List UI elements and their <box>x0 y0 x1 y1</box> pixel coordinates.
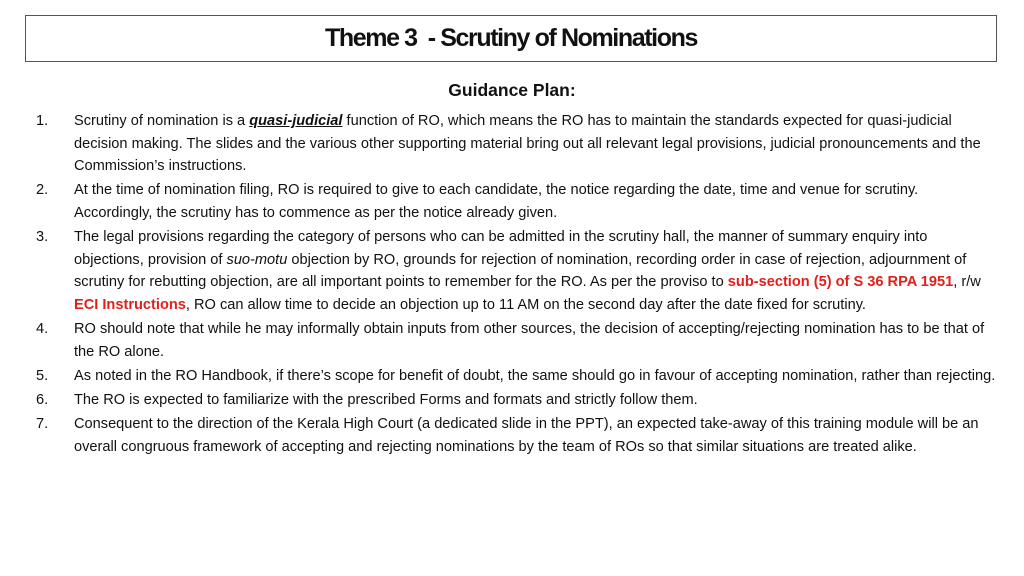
list-number: 1. <box>36 113 49 129</box>
slide-title: Theme 3 - Scrutiny of Nominations <box>325 24 697 52</box>
eci-instructions-reference: ECI Instructions <box>74 296 186 313</box>
item-text: RO should note that while he may informally obtain inputs from other sources, the decision of accepting/rejecting nomination has to be that of the RO alone. <box>74 321 985 360</box>
item-text: The RO is expected to familiarize with the prescribed Forms and formats and strictly follow them. <box>74 392 698 409</box>
guidance-list <box>36 110 996 460</box>
item-text: Consequent to the direction of the Kerala High Court (a dedicated slide in the PPT), an expected take-away of this training module will be an overall congruous framework of accepting and rejecting nominations by the team of ROs so that similar situations are treated alike. <box>74 416 979 455</box>
item-text: At the time of nomination filing, RO is required to give to each candidate, the notice regarding the date, time and venue for scrutiny. Accordingly, the scrutiny has to commence as per the notice already given. <box>74 182 919 221</box>
suo-motu-emphasis: suo-motu <box>226 251 288 268</box>
list-number: 7. <box>36 416 49 433</box>
list-item-1 <box>36 110 996 178</box>
list-item-3 <box>36 226 996 316</box>
list-item-5 <box>36 365 996 388</box>
list-item-4 <box>36 318 996 363</box>
item-text: , RO can allow time to decide an objection up to 11 AM on the second day after the date fixed for scrutiny. <box>185 296 866 313</box>
item-text: As noted in the RO Handbook, if there’s scope for benefit of doubt, the same should go in favour of accepting nomination, rather than rejecting. <box>74 367 996 384</box>
guidance-plan-heading: Guidance Plan: <box>448 80 576 100</box>
item-text: Scrutiny of nomination is a <box>74 113 250 129</box>
list-item-7 <box>36 413 996 458</box>
list-item-6 <box>36 389 996 412</box>
quasi-judicial-emphasis: quasi-judicial <box>249 113 343 129</box>
item-text: objection by RO, grounds for rejection of nomination, recording order in case of rejection, adjournment of scrutiny for rebutting objection, are all important points to remember for the RO. As per the proviso to <box>74 251 967 291</box>
item-text: , r/w <box>953 274 981 291</box>
list-number: 3. <box>36 229 49 246</box>
item-text: The legal provisions regarding the category of persons who can be admitted in the scrutiny hall, the manner of summary enquiry into objections, provision of <box>74 229 928 268</box>
rpa-section-reference: sub-section (5) of S 36 RPA 1951 <box>727 274 954 291</box>
item-text: function of RO, which means the RO has to maintain the standards expected for quasi-judicial decision making. The slides and the various other supporting material bring out all relevant legal provisions, judicial pronouncements and the Commission’s instructions. <box>74 113 981 175</box>
list-number: 4. <box>36 321 49 338</box>
list-number: 6. <box>36 392 49 409</box>
list-number: 5. <box>36 367 49 384</box>
list-item-2 <box>36 179 996 224</box>
title-box <box>25 15 997 62</box>
list-number: 2. <box>36 182 49 199</box>
